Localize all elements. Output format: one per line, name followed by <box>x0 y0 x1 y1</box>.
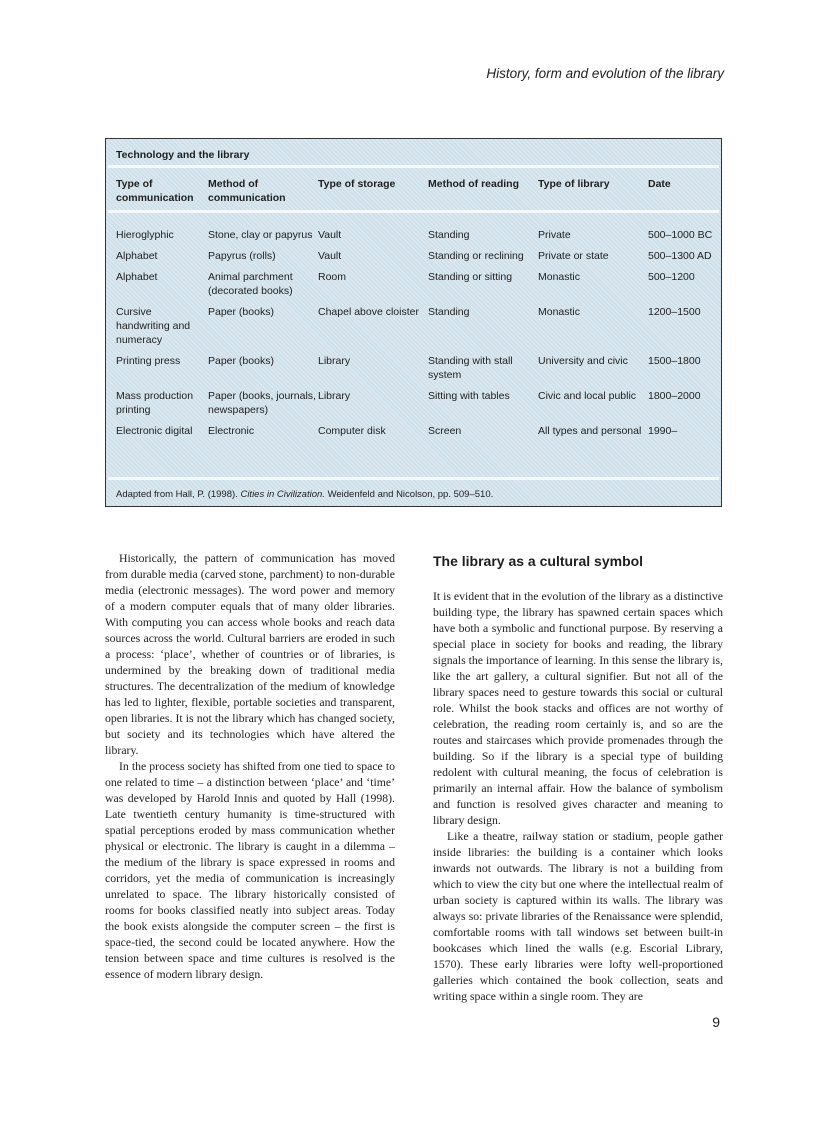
table-cell: 500–1000 BC <box>648 229 713 241</box>
table-cell: Monastic <box>538 271 581 283</box>
table-cell: 500–1200 <box>648 271 695 283</box>
table-cell: Paper (books) <box>208 306 274 318</box>
body-paragraph: In the process society has shifted from one tied to space to one related to time – a distinction between ‘place’ and ‘time’ was developed by Harold Innis and quoted by Hall (1998). Late twentieth century humanity is time-structured with spatial perceptions eroded by mass communication whether physical or electronic. The library is caught in a dilemma – the medium of the library is space expressed in rooms and corridors, yet the media of communication is increasingly unrelated to space. The library historically consisted of rooms for books classified neatly into subject areas. Today the book exists alongside the computer screen – the first is space-tied, the second could be located anywhere. How the tension between space and time cultures is resolved is the essence of modern library design. <box>105 760 395 981</box>
table-cell: Hieroglyphic <box>116 229 174 241</box>
table-row <box>116 270 716 305</box>
table-cell: Standing or reclining <box>428 250 524 262</box>
technology-table <box>116 177 716 445</box>
table-divider <box>108 165 719 168</box>
right-text-column <box>433 551 723 1005</box>
table-divider <box>108 477 719 480</box>
table-cell: Alphabet <box>116 250 158 262</box>
body-paragraph: It is evident that in the evolution of the library as a distinctive building type, the library has spawned certain spaces which have both a symbolic and functional purpose. By reserving a special place in society for books and reading, the library signals the importance of learning. In this sense the library is, like the art gallery, a cultural signifier. But not all of the library spaces need to gesture towards this social or cultural role. Whilst the book stacks and offices are not worthy of celebration, the reading room certainly is, and so are the routes and staircases which provide promenades through the building. So if the library is a special type of building redolent with cultural meaning, the focus of celebration is primarily an internal affair. How the balance of symbolism and function is resolved gives character and meaning to library design. <box>433 590 723 827</box>
source-prefix: Adapted from Hall, P. (1998). <box>116 489 238 500</box>
table-source-note <box>116 489 493 500</box>
table-cell: 1990– <box>648 425 678 437</box>
table-cell: University and civic <box>538 355 628 367</box>
table-cell: Monastic <box>538 306 581 318</box>
source-title: Cities in Civilization. <box>240 489 325 500</box>
table-cell: 1500–1800 <box>648 355 701 367</box>
table-cell: Library <box>318 355 351 367</box>
table-cell: Room <box>318 271 347 283</box>
table-cell: Papyrus (rolls) <box>208 250 276 262</box>
header-cell: Type of storage <box>318 178 396 190</box>
table-cell: Alphabet <box>116 271 158 283</box>
table-cell: All types and personal <box>538 425 642 437</box>
table-cell: Mass production printing <box>116 390 194 416</box>
running-head: History, form and evolution of the library <box>486 66 724 81</box>
table-cell: Chapel above cloister <box>318 306 419 318</box>
table-title: Technology and the library <box>116 149 250 161</box>
source-suffix: Weidenfeld and Nicolson, pp. 509–510. <box>327 489 494 500</box>
table-row <box>116 305 716 354</box>
table-cell: Standing <box>428 229 470 241</box>
table-header-row <box>116 177 716 211</box>
table-row <box>116 354 716 389</box>
table-cell: Electronic digital <box>116 425 193 437</box>
table-row <box>116 249 716 270</box>
table-cell: Vault <box>318 250 342 262</box>
table-cell: Screen <box>428 425 462 437</box>
table-cell: Private <box>538 229 571 241</box>
header-cell: Date <box>648 178 671 190</box>
page-number: 9 <box>712 1014 720 1030</box>
table-cell: Standing or sitting <box>428 271 513 283</box>
table-cell: Printing press <box>116 355 181 367</box>
table-cell: Private or state <box>538 250 609 262</box>
table-cell: 500–1300 AD <box>648 250 712 262</box>
header-cell: Type of communication <box>116 178 194 204</box>
table-row <box>116 389 716 424</box>
technology-table-box <box>105 138 722 507</box>
table-cell: Vault <box>318 229 342 241</box>
table-cell: Computer disk <box>318 425 386 437</box>
header-cell: Method of reading <box>428 178 519 190</box>
header-cell: Method of communication <box>208 178 286 204</box>
table-cell: 1800–2000 <box>648 390 701 402</box>
table-cell: Animal parchment (decorated books) <box>208 271 293 297</box>
table-cell: Standing with stall system <box>428 355 513 381</box>
table-cell: Paper (books) <box>208 355 274 367</box>
table-cell: Cursive handwriting and numeracy <box>116 306 191 346</box>
table-cell: Library <box>318 390 351 402</box>
left-text-column <box>105 551 395 983</box>
table-cell: Paper (books, journals, newspapers) <box>208 390 316 416</box>
header-cell: Type of library <box>538 178 610 190</box>
table-cell: Civic and local public <box>538 390 637 402</box>
table-cell: Sitting with tables <box>428 390 510 402</box>
body-paragraph: Like a theatre, railway station or stadium, people gather inside libraries: the building is a container which looks inwards not outwards. The library is not a building from which to view the city but one where the intellectual realm of urban society is captured within its walls. The library was always so: private libraries of the Renaissance were splendid, comfortable rooms with tall windows set between built-in bookcases which lined the walls (e.g. Escorial Library, 1570). These early libraries were lofty well-proportioned galleries which contained the book collection, seats and writing space within a single room. They are <box>433 830 723 1003</box>
table-cell: 1200–1500 <box>648 306 701 318</box>
table-cell: Standing <box>428 306 470 318</box>
table-cell: Electronic <box>208 425 255 437</box>
table-row <box>116 424 716 445</box>
table-row <box>116 228 716 249</box>
section-heading: The library as a cultural symbol <box>433 553 644 569</box>
table-cell: Stone, clay or papyrus <box>208 229 313 241</box>
body-paragraph: Historically, the pattern of communication has moved from durable media (carved stone, parchment) to non-durable media (electronic messages). The word power and memory of a modern computer equals that of many older libraries. With computing you can access whole books and reach data sources across the world. Cultural barriers are eroded in such a process: ‘place’, whether of countries or of libraries, is undermined by the breaking down of traditional media structures. The decentralization of the medium of knowledge has led to lighter, flexible, portable societies and transparent, open libraries. It is not the library which has changed society, but society and its technologies which have altered the library. <box>105 552 395 757</box>
